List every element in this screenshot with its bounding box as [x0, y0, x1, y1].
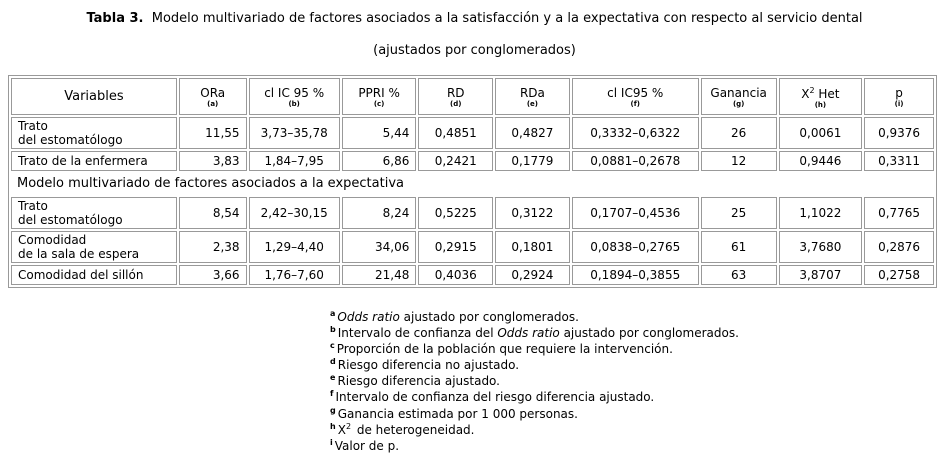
cell-rd: 0,2915: [418, 231, 493, 263]
cell-cl-ic95-rd: 0,3332–0,6322: [572, 117, 699, 149]
cell-ganancia: 12: [701, 151, 777, 171]
results-table: [8, 75, 937, 288]
footnotes: [330, 309, 739, 454]
cell-rd: 0,5225: [418, 197, 493, 229]
table-title: [0, 10, 949, 28]
header-cl-ic95: cl IC 95 % (b): [249, 78, 340, 115]
cell-x2-het: 3,7680: [779, 231, 863, 263]
cell-x2-het: 3,8707: [779, 265, 863, 285]
header-ganancia: Ganancia (g): [701, 78, 777, 115]
header-ora: ORa (a): [179, 78, 247, 115]
cell-p: 0,2758: [864, 265, 934, 285]
row-label: Trato de la enfermera: [11, 151, 177, 171]
table-row: [11, 151, 934, 171]
cell-rd: 0,2421: [418, 151, 493, 171]
table-subtitle: (ajustados por conglomerados): [373, 43, 576, 58]
header-rda: RDa (e): [495, 78, 570, 115]
footnote-a: $^a$ Odds ratio ajustado por conglomerados.: [330, 309, 579, 324]
cell-ganancia: 61: [701, 231, 777, 263]
cell-rda: 0,1779: [495, 151, 570, 171]
cell-cl-ic95-rd: 0,1707–0,4536: [572, 197, 699, 229]
cell-ppri: 34,06: [342, 231, 417, 263]
table-row: [11, 117, 934, 149]
row-label: Trato del estomatólogo: [11, 117, 177, 149]
table-row: [11, 231, 934, 263]
footnote-d: $^d$ Riesgo diferencia no ajustado.: [330, 357, 520, 373]
table-title-text: Modelo multivariado de factores asociados a la satisfacción y a la expectativa con respecto al servicio dental: [151, 11, 863, 26]
cell-ora: 3,83: [179, 151, 247, 171]
cell-x2-het: 1,1022: [779, 197, 863, 229]
section-row: [11, 173, 934, 195]
section-heading: Modelo multivariado de factores asociados a la expectativa: [17, 176, 404, 191]
header-row: [11, 78, 934, 115]
cell-ppri: 5,44: [342, 117, 417, 149]
cell-p: 0,2876: [864, 231, 934, 263]
table-row: [11, 197, 934, 229]
footnote-e: $^e$ Riesgo diferencia ajustado.: [330, 373, 500, 389]
cell-cl-ic95-rd: 0,0838–0,2765: [572, 231, 699, 263]
cell-rda: 0,4827: [495, 117, 570, 149]
cell-cl-ic95-rd: 0,0881–0,2678: [572, 151, 699, 171]
cell-cl-ic95: 1,76–7,60: [249, 265, 340, 285]
row-label: Comodidad del sillón: [11, 265, 177, 285]
cell-rda: 0,2924: [495, 265, 570, 285]
cell-rd: 0,4851: [418, 117, 493, 149]
footnote-f: $^f$ Intervalo de confianza del riesgo diferencia ajustado.: [330, 389, 655, 405]
cell-ora: 3,66: [179, 265, 247, 285]
cell-rd: 0,4036: [418, 265, 493, 285]
header-ppri: PPRI % (c): [342, 78, 417, 115]
footnote-i: $^i$ Valor de p.: [330, 437, 400, 453]
cell-cl-ic95: 1,84–7,95: [249, 151, 340, 171]
header-variables: Variables: [11, 78, 177, 115]
cell-cl-ic95: 1,29–4,40: [249, 231, 340, 263]
cell-cl-ic95: 2,42–30,15: [249, 197, 340, 229]
header-rd: RD (d): [418, 78, 493, 115]
cell-p: 0,3311: [864, 151, 934, 171]
cell-p: 0,9376: [864, 117, 934, 149]
cell-ganancia: 63: [701, 265, 777, 285]
cell-p: 0,7765: [864, 197, 934, 229]
table-label: Tabla 3.: [86, 11, 144, 26]
cell-cl-ic95-rd: 0,1894–0,3855: [572, 265, 699, 285]
cell-rda: 0,1801: [495, 231, 570, 263]
cell-ora: 8,54: [179, 197, 247, 229]
footnote-h: $^h$ $X^2$ de heterogeneidad.: [330, 421, 475, 437]
table-row: [11, 265, 934, 285]
cell-x2-het: 0,9446: [779, 151, 863, 171]
header-cl-ic95-rd: cl IC95 % (f): [572, 78, 699, 115]
cell-ora: 11,55: [179, 117, 247, 149]
cell-x2-het: 0,0061: [779, 117, 863, 149]
header-p: p (i): [864, 78, 934, 115]
cell-ppri: 8,24: [342, 197, 417, 229]
header-x2-het: $X^2$ Het (h): [779, 78, 863, 115]
cell-ppri: 21,48: [342, 265, 417, 285]
row-label: Trato del estomatólogo: [11, 197, 177, 229]
row-label: Comodidad de la sala de espera: [11, 231, 177, 263]
cell-ganancia: 26: [701, 117, 777, 149]
footnote-g: $^g$ Ganancia estimada por 1 000 personas.: [330, 405, 578, 421]
cell-ppri: 6,86: [342, 151, 417, 171]
cell-ora: 2,38: [179, 231, 247, 263]
cell-rda: 0,3122: [495, 197, 570, 229]
cell-cl-ic95: 3,73–35,78: [249, 117, 340, 149]
cell-ganancia: 25: [701, 197, 777, 229]
footnote-b: $^b$ Intervalo de confianza del Odds ratio ajustado por conglomerados.: [330, 325, 739, 341]
footnote-c: $^c$ Proporción de la población que requiere la intervención.: [330, 341, 673, 357]
